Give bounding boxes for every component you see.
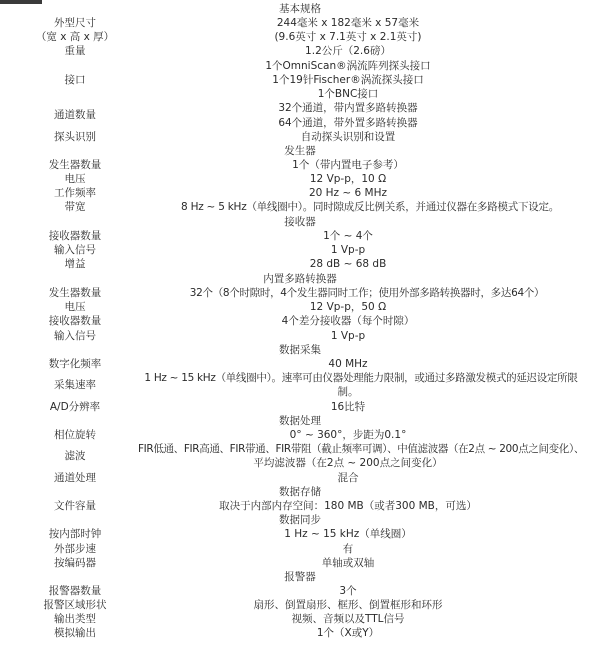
row-label: 报警区域形状 <box>43 599 107 611</box>
row-label: 输入信号 <box>54 330 96 342</box>
row-label: 发生器数量 <box>48 159 102 171</box>
section-receiver: 接收器 <box>284 216 316 228</box>
row-value: 1个 ~ 4个 <box>323 230 373 242</box>
row-label: 文件容量 <box>54 500 96 512</box>
section-mux: 内置多路转换器 <box>263 273 337 285</box>
row-label: 增益 <box>64 258 86 270</box>
row-value: 32个通道，带内置多路转换器 <box>278 102 418 114</box>
row-label: 外部步速 <box>54 543 96 555</box>
row-value: 扇形、倒置扇形、框形、倒置框形和环形 <box>253 599 443 611</box>
row-value: 平均滤波器（在2点 ~ 200点之间变化） <box>253 457 443 469</box>
row-value: 40 MHz <box>328 358 368 370</box>
row-label: 采集速率 <box>54 379 96 391</box>
row-label: 接收器数量 <box>48 315 102 327</box>
row-value: 视频、音频以及TTL信号 <box>291 613 405 625</box>
row-label: 带宽 <box>64 201 86 213</box>
row-label: A/D分辨率 <box>49 401 101 413</box>
row-value: 28 dB ~ 68 dB <box>309 258 387 270</box>
row-label: 接口 <box>64 74 86 86</box>
section-alarm: 报警器 <box>284 571 316 583</box>
row-value: 1.2公斤（2.6磅） <box>305 45 391 57</box>
row-value: 1 Vp-p <box>330 244 366 256</box>
row-value: 0° ~ 360°，步距为0.1° <box>289 429 407 441</box>
row-value: 取决于内部内存空间：180 MB（或者300 MB，可选） <box>219 500 477 512</box>
row-value: FIR低通、FIR高通、FIR带通、FIR带阻（截止频率可调）、中值滤波器（在2点 ~ 200点之间变化）、 <box>137 443 585 455</box>
row-value: 1个OmniScan®涡流阵列探头接口 <box>265 60 431 72</box>
row-value: 8 Hz ~ 5 kHz（单线圈中）。同时隙成反比例关系，并通过仪器在多路模式下设定。 <box>181 201 559 213</box>
row-label: 接收器数量 <box>48 230 102 242</box>
row-label: 重量 <box>64 45 86 57</box>
row-value: 16比特 <box>330 401 366 413</box>
section-pulser: 发生器 <box>284 145 316 157</box>
row-value: 混合 <box>337 472 359 484</box>
row-value: 12 Vp-p，10 Ω <box>309 173 387 185</box>
row-label: 数字化频率 <box>48 358 102 370</box>
row-value: 1 Hz ~ 15 kHz（单线圈中）。速率可由仪器处理能力限制，或通过多路激发模式的延迟设定所限 <box>144 372 578 384</box>
section-sync: 数据同步 <box>279 514 321 526</box>
row-value: 1 Vp-p <box>330 330 366 342</box>
row-value: 1个19针Fischer®涡流探头接口 <box>272 74 424 86</box>
row-value: (9.6英寸 x 7.1英寸 x 2.1英寸) <box>274 31 422 43</box>
row-label: 相位旋转 <box>54 429 96 441</box>
row-value: 12 Vp-p，50 Ω <box>309 301 387 313</box>
row-value: 1个（X或Y） <box>316 627 380 639</box>
row-label: 滤波 <box>64 450 86 462</box>
row-label: 外型尺寸 <box>54 17 96 29</box>
row-value: 32个（8个时隙时，4个发生器同时工作；使用外部多路转换器时，多达64个） <box>189 287 545 299</box>
row-value: 自动探头识别和设置 <box>300 131 396 143</box>
section-processing: 数据处理 <box>279 415 321 427</box>
row-label: 电压 <box>64 173 86 185</box>
row-label: 模拟输出 <box>54 627 96 639</box>
row-value: 1个（带内置电子参考） <box>292 159 404 171</box>
row-label: 报警器数量 <box>48 585 102 597</box>
section-acquisition: 数据采集 <box>279 344 321 356</box>
row-value: 244毫米 x 182毫米 x 57毫米 <box>276 17 420 29</box>
row-value: 有 <box>342 543 354 555</box>
row-value: 制。 <box>337 386 359 398</box>
row-value: 3个 <box>339 585 357 597</box>
row-label: 电压 <box>64 301 86 313</box>
row-label: 通道处理 <box>54 472 96 484</box>
row-label: （宽 x 高 x 厚） <box>35 31 115 43</box>
row-value: 1个BNC接口 <box>317 88 379 100</box>
row-value: 64个通道，带外置多路转换器 <box>278 117 418 129</box>
row-label: 通道数量 <box>54 109 96 121</box>
row-value: 20 Hz ~ 6 MHz <box>308 187 388 199</box>
section-storage: 数据存储 <box>279 486 321 498</box>
row-value: 单轴或双轴 <box>321 557 375 569</box>
row-label: 按内部时钟 <box>48 528 102 540</box>
row-value: 1 Hz ~ 15 kHz（单线圈） <box>284 528 412 540</box>
row-label: 工作频率 <box>54 187 96 199</box>
row-label: 输出类型 <box>54 613 96 625</box>
row-label: 探头识别 <box>54 131 96 143</box>
row-label: 发生器数量 <box>48 287 102 299</box>
section-basic: 基本规格 <box>279 3 321 15</box>
row-label: 按编码器 <box>54 557 96 569</box>
row-label: 输入信号 <box>54 244 96 256</box>
row-value: 4个差分接收器（每个时隙） <box>281 315 415 327</box>
